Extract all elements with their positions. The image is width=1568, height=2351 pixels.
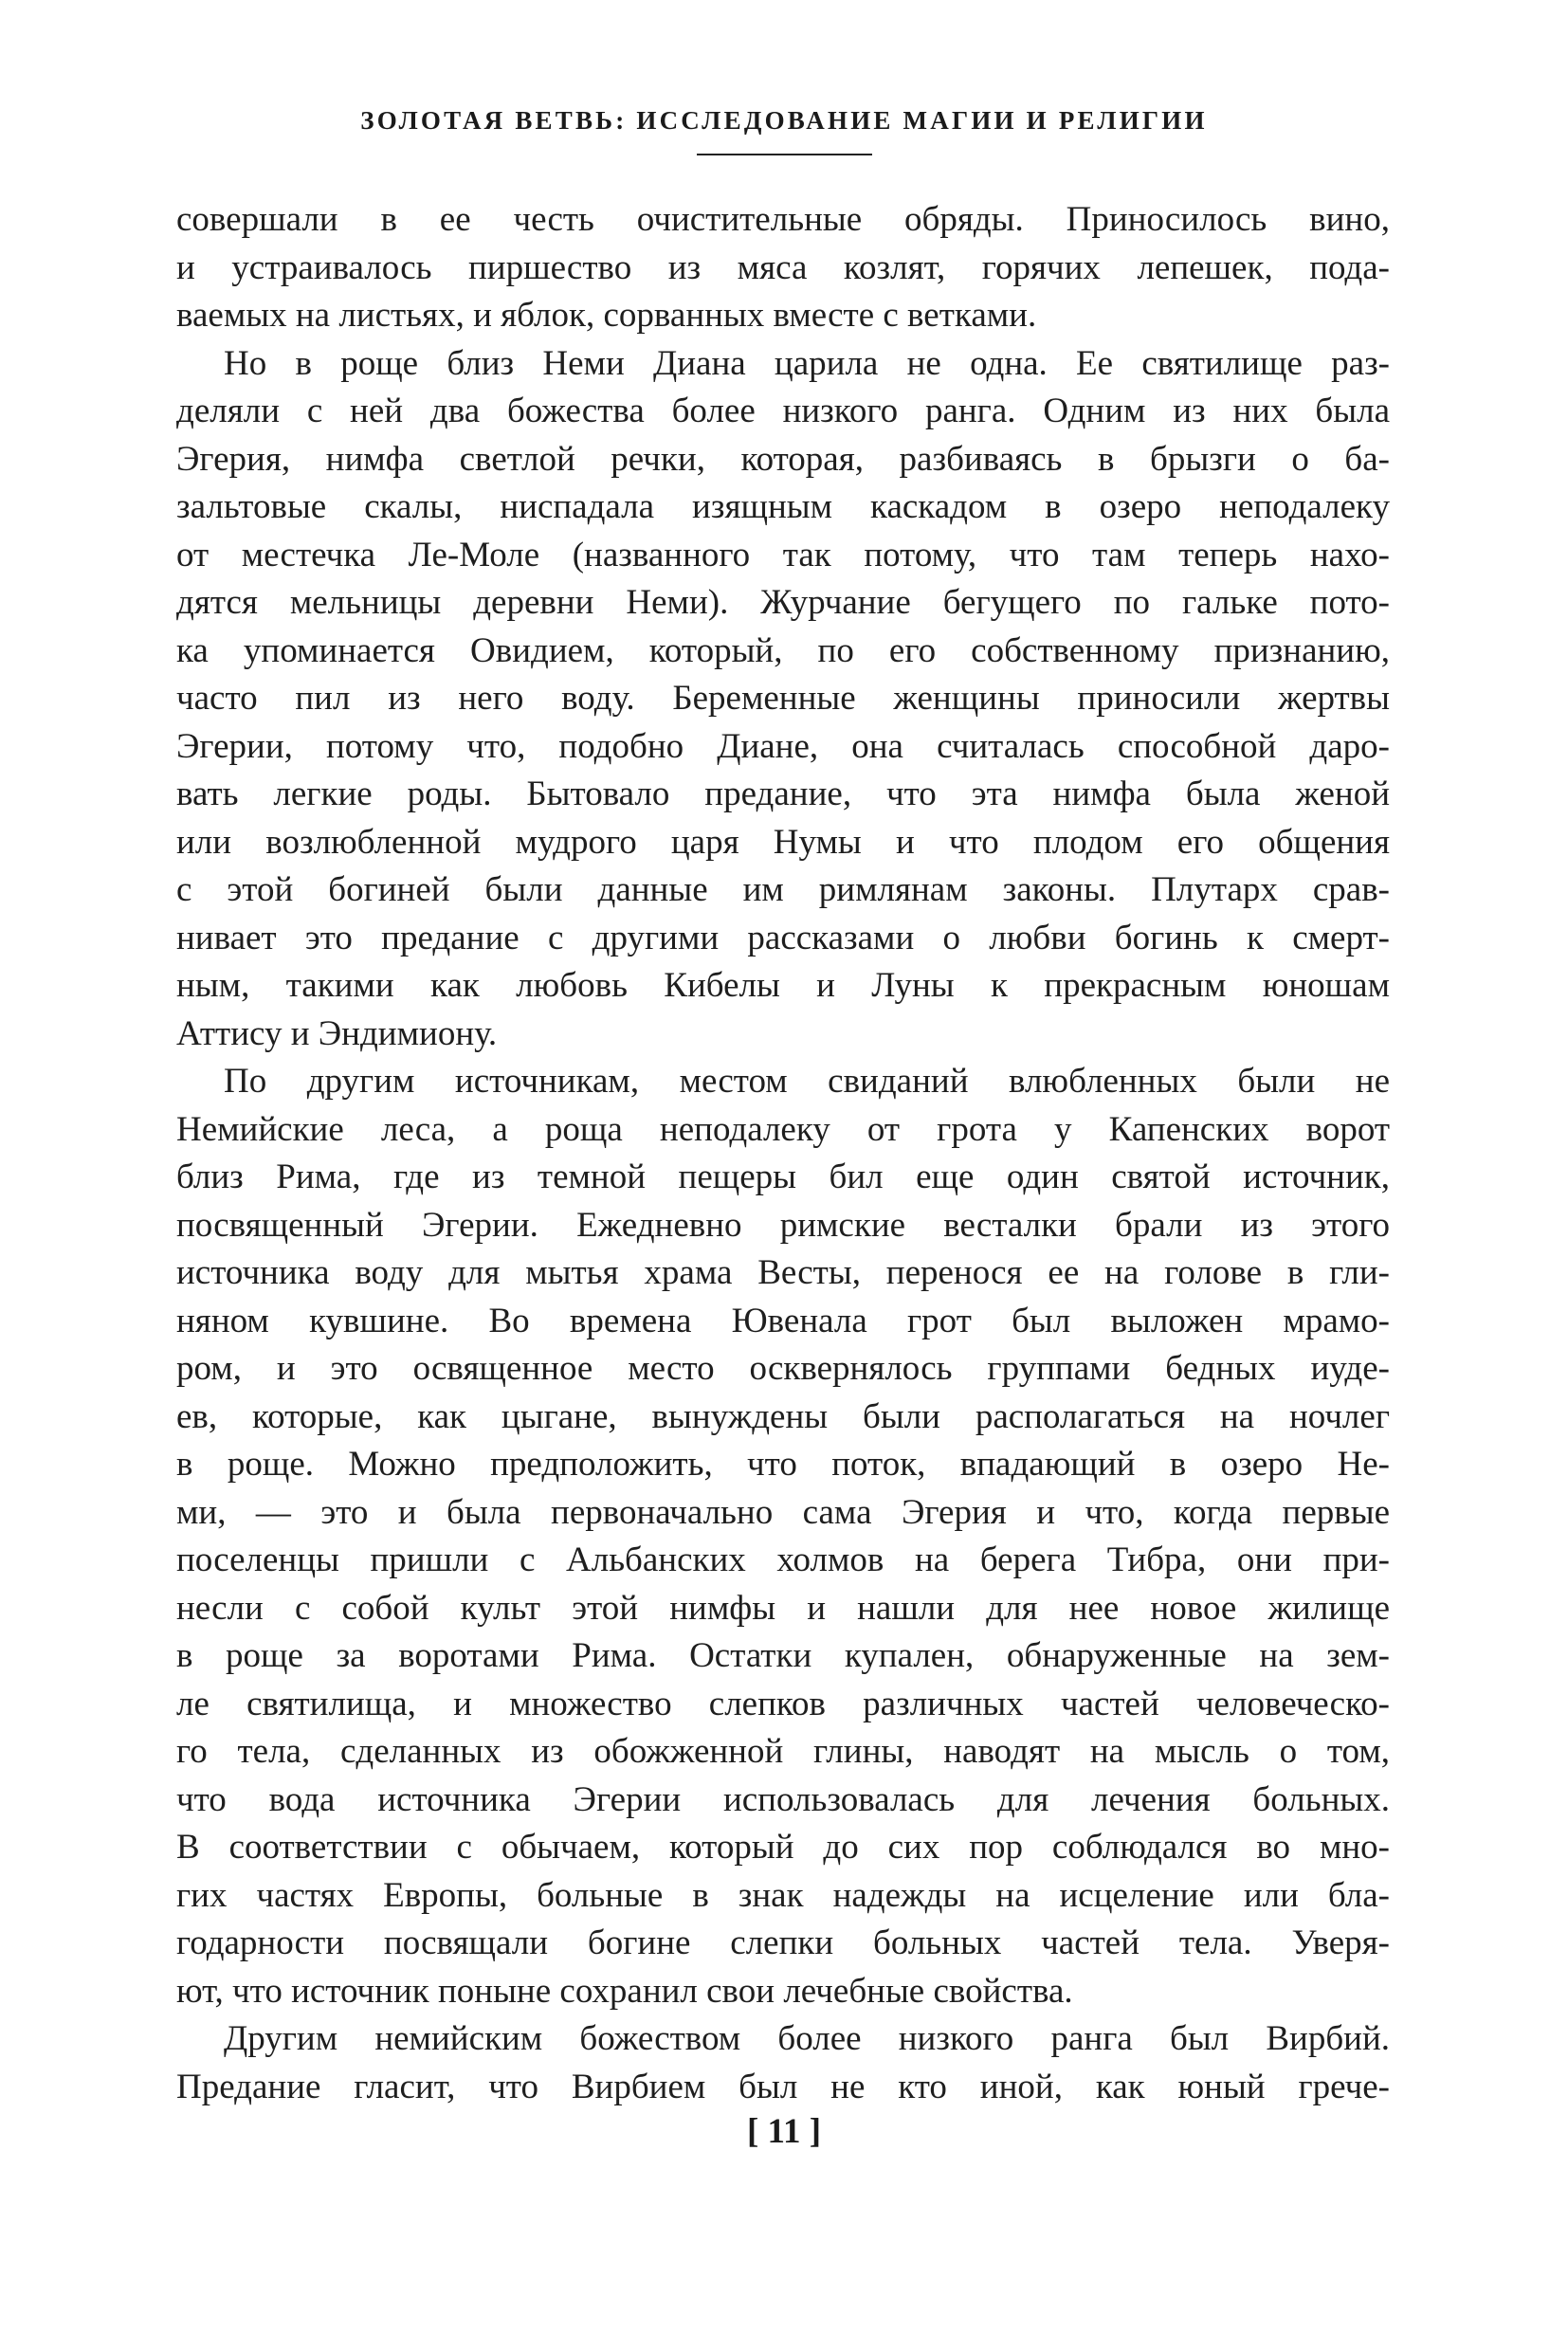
text-line: или возлюбленной мудрого царя Нумы и что плодом его общения xyxy=(176,822,1390,862)
header-rule xyxy=(697,154,872,155)
text-line: от местечка Ле-Моле (названного так потому, что там теперь нахо- xyxy=(176,535,1390,574)
text-line: ка упоминается Овидием, который, по его собственному признанию, xyxy=(176,630,1390,670)
text-line: дятся мельницы деревни Неми). Журчание бегущего по гальке пото- xyxy=(176,583,1390,622)
text-line: поселенцы пришли с Альбанских холмов на берега Тибра, они при- xyxy=(176,1540,1390,1579)
text-line: близ Рима, где из темной пещеры бил еще один святой источник, xyxy=(176,1157,1390,1196)
text-line: годарности посвящали богине слепки больных частей тела. Уверя- xyxy=(176,1923,1390,1962)
text-line: ют, что источник поныне сохранил свои лечебные свойства. xyxy=(176,1971,1073,2011)
text-line: Немийские леса, а роща неподалеку от грота у Капенских ворот xyxy=(176,1109,1390,1149)
text-line: Аттису и Эндимиону. xyxy=(176,1013,498,1053)
text-line: ле святилища, и множество слепков различных частей человеческо- xyxy=(176,1684,1390,1723)
text-line: ми, — это и была первоначально сама Эгерия и что, когда первые xyxy=(176,1492,1390,1532)
text-line: Эгерия, нимфа светлой речки, которая, разбиваясь в брызги о ба- xyxy=(176,439,1390,479)
text-line: ром, и это освященное место осквернялось группами бедных иуде- xyxy=(176,1349,1390,1388)
text-line: источника воду для мытья храма Весты, перенося ее на голове в гли- xyxy=(176,1253,1390,1292)
text-line: с этой богиней были данные им римлянам законы. Плутарх срав- xyxy=(176,870,1390,909)
text-line: Предание гласит, что Вирбием был не кто иной, как юный грече- xyxy=(176,2067,1390,2106)
text-line: в роще за воротами Рима. Остатки купален, обнаруженные на зем- xyxy=(176,1636,1390,1675)
text-line: в роще. Можно предположить, что поток, впадающий в озеро Не- xyxy=(176,1445,1390,1484)
page-number: [ 11 ] xyxy=(746,2112,822,2151)
text-line: ев, которые, как цыгане, вынуждены были располагаться на ночлег xyxy=(176,1396,1390,1436)
text-line: посвященный Эгерии. Ежедневно римские весталки брали из этого xyxy=(176,1205,1390,1245)
text-line: совершали в ее честь очистительные обряды. Приносилось вино, xyxy=(176,200,1390,239)
text-line: Но в роще близ Неми Диана царила не одна. Ее святилище раз- xyxy=(224,343,1390,383)
text-line: го тела, сделанных из обожженной глины, наводят на мысль о том, xyxy=(176,1732,1390,1771)
text-line: нивает это предание с другими рассказами о любви богинь к смерт- xyxy=(176,918,1390,957)
text-line: зальтовые скалы, ниспадала изящным каскадом в озеро неподалеку xyxy=(176,487,1390,526)
body-text xyxy=(176,196,1390,2111)
text-line: несли с собой культ этой нимфы и нашли для нее новое жилище xyxy=(176,1588,1390,1628)
text-line: Эгерии, потому что, подобно Диане, она считалась способной даро- xyxy=(176,726,1390,766)
text-line: няном кувшине. Во времена Ювенала грот был выложен мрамо- xyxy=(176,1301,1390,1340)
text-line: Другим немийским божеством более низкого ранга был Вирбий. xyxy=(224,2019,1390,2058)
text-line: В соответствии с обычаем, который до сих пор соблюдался во мно- xyxy=(176,1828,1390,1867)
text-line: вать легкие роды. Бытовало предание, что эта нимфа была женой xyxy=(176,775,1390,813)
running-head: ЗОЛОТАЯ ВЕТВЬ: ИССЛЕДОВАНИЕ МАГИИ И РЕЛИГИИ xyxy=(360,106,1208,135)
text-line: что вода источника Эгерии использовалась для лечения больных. xyxy=(176,1779,1390,1819)
text-line: ным, такими как любовь Кибелы и Луны к прекрасным юношам xyxy=(176,966,1390,1005)
text-line: часто пил из него воду. Беременные женщины приносили жертвы xyxy=(176,679,1390,718)
text-line: По другим источникам, местом свиданий влюбленных были не xyxy=(224,1062,1390,1101)
text-line: и устраивалось пиршество из мяса козлят, горячих лепешек, пода- xyxy=(176,247,1390,287)
text-line: гих частях Европы, больные в знак надежды на исцеление или бла- xyxy=(176,1875,1390,1915)
text-line: деляли с ней два божества более низкого ранга. Одним из них была xyxy=(176,392,1390,430)
text-line: ваемых на листьях, и яблок, сорванных вместе с ветками. xyxy=(176,296,1037,335)
